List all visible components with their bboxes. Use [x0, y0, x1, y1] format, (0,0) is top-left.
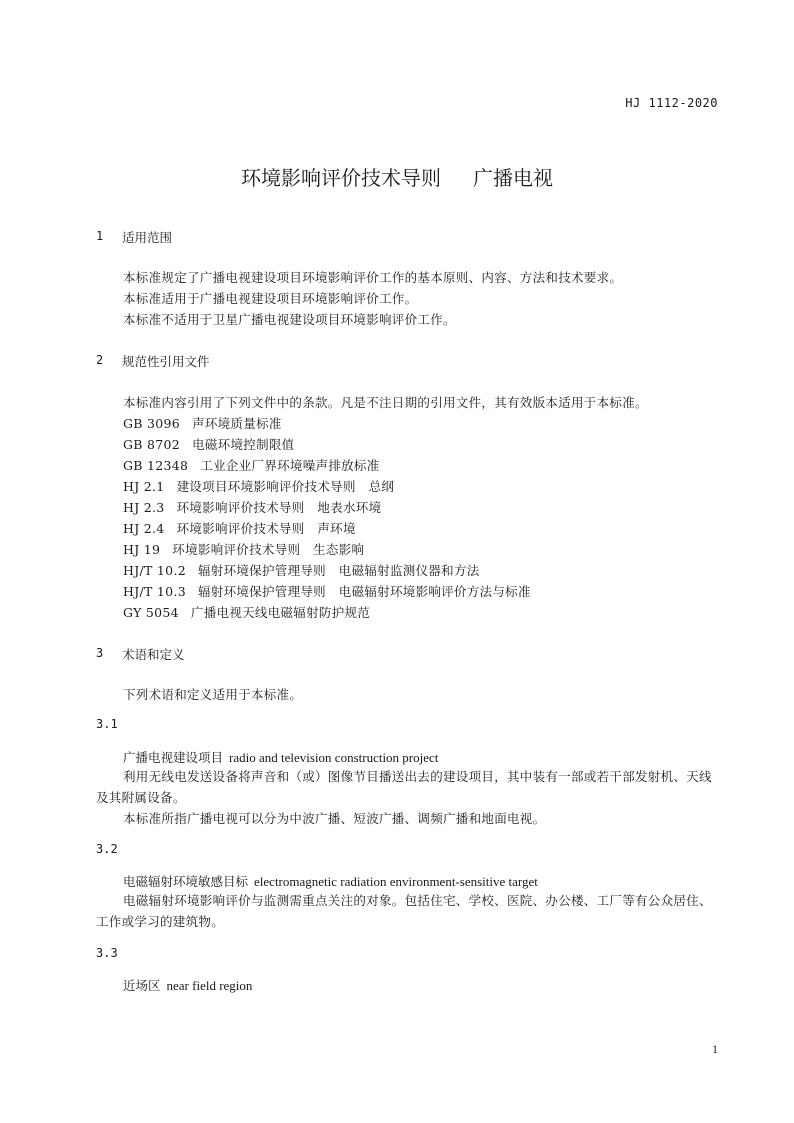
section-1-number: 1 [96, 229, 104, 243]
reference-item [123, 477, 394, 495]
reference-title: 声环境质量标准 [192, 416, 282, 431]
term-en: radio and television construction project [229, 750, 439, 765]
section-3-heading: 术语和定义 [122, 647, 185, 662]
reference-code: HJ 19 [123, 542, 161, 557]
reference-title: 环境影响评价技术导则 地表水环境 [176, 500, 382, 515]
section-1-para-3: 本标准不适用于卫星广播电视建设项目环境影响评价工作。 [123, 312, 456, 327]
term-3-3-number: 3.3 [96, 946, 118, 960]
reference-item [123, 582, 531, 600]
document-code: HJ 1112-2020 [625, 96, 718, 110]
term-en: electromagnetic radiation environment-sensitive target [254, 874, 538, 889]
reference-code: GB 3096 [123, 416, 181, 431]
reference-title: 电磁环境控制限值 [192, 437, 295, 452]
reference-code: GB 8702 [123, 437, 181, 452]
term-en: near field region [166, 978, 253, 993]
reference-title: 建设项目环境影响评价技术导则 总纲 [176, 479, 395, 494]
reference-code: HJ 2.3 [123, 500, 165, 515]
term-3-2-number: 3.2 [96, 842, 118, 856]
section-1-para-2: 本标准适用于广播电视建设项目环境影响评价工作。 [123, 291, 418, 306]
section-1-para-1: 本标准规定了广播电视建设项目环境影响评价工作的基本原则、内容、方法和技术要求。 [123, 270, 623, 285]
section-3-number: 3 [96, 646, 104, 660]
reference-code: HJ 2.1 [123, 479, 165, 494]
term-zh: 电磁辐射环境敏感目标 [123, 874, 249, 889]
page-title [0, 162, 794, 191]
term-3-3-heading [123, 976, 252, 994]
term-3-1-number: 3.1 [96, 717, 118, 731]
title-sub: 广播电视 [473, 166, 553, 190]
reference-item [123, 435, 294, 453]
reference-title: 环境影响评价技术导则 生态影响 [172, 542, 365, 557]
reference-title: 环境影响评价技术导则 声环境 [176, 521, 356, 536]
section-2-heading: 规范性引用文件 [122, 354, 210, 369]
term-zh: 广播电视建设项目 [123, 750, 224, 765]
reference-code: GB 12348 [123, 458, 189, 473]
term-3-2-heading [123, 872, 538, 890]
term-3-1-heading [123, 748, 438, 766]
reference-code: GY 5054 [123, 605, 179, 620]
reference-title: 广播电视天线电磁辐射防护规范 [190, 605, 371, 620]
term-3-1-note: 本标准所指广播电视可以分为中波广播、短波广播、调频广播和地面电视。 [123, 811, 546, 826]
reference-item [123, 603, 370, 621]
reference-item [123, 414, 282, 432]
term-3-1-definition: 利用无线电发送设备将声音和（或）图像节目播送出去的建设项目，其中装有一部或若干部发射机、天线及其附属设备。 [96, 769, 712, 805]
title-main: 环境影响评价技术导则 [241, 166, 441, 190]
reference-code: HJ/T 10.3 [123, 584, 186, 599]
section-2-number: 2 [96, 353, 104, 367]
reference-title: 辐射环境保护管理导则 电磁辐射监测仪器和方法 [197, 563, 480, 578]
reference-title: 工业企业厂界环境噪声排放标准 [200, 458, 380, 473]
reference-code: HJ/T 10.2 [123, 563, 186, 578]
reference-item [123, 519, 356, 537]
reference-item [123, 456, 380, 474]
reference-title: 辐射环境保护管理导则 电磁辐射环境影响评价方法与标准 [197, 584, 531, 599]
section-2-intro: 本标准内容引用了下列文件中的条款。凡是不注日期的引用文件，其有效版本适用于本标准。 [123, 395, 648, 410]
section-1-heading: 适用范围 [122, 230, 173, 245]
reference-code: HJ 2.4 [123, 521, 165, 536]
page-number: 1 [712, 1042, 718, 1056]
term-3-2-definition: 电磁辐射环境影响评价与监测需重点关注的对象。包括住宅、学校、医院、办公楼、工厂等有公众居住、工作或学习的建筑物。 [96, 893, 712, 929]
reference-item [123, 540, 364, 558]
term-zh: 近场区 [123, 978, 161, 993]
reference-item [123, 498, 381, 516]
reference-item [123, 561, 480, 579]
section-3-intro: 下列术语和定义适用于本标准。 [123, 687, 303, 702]
